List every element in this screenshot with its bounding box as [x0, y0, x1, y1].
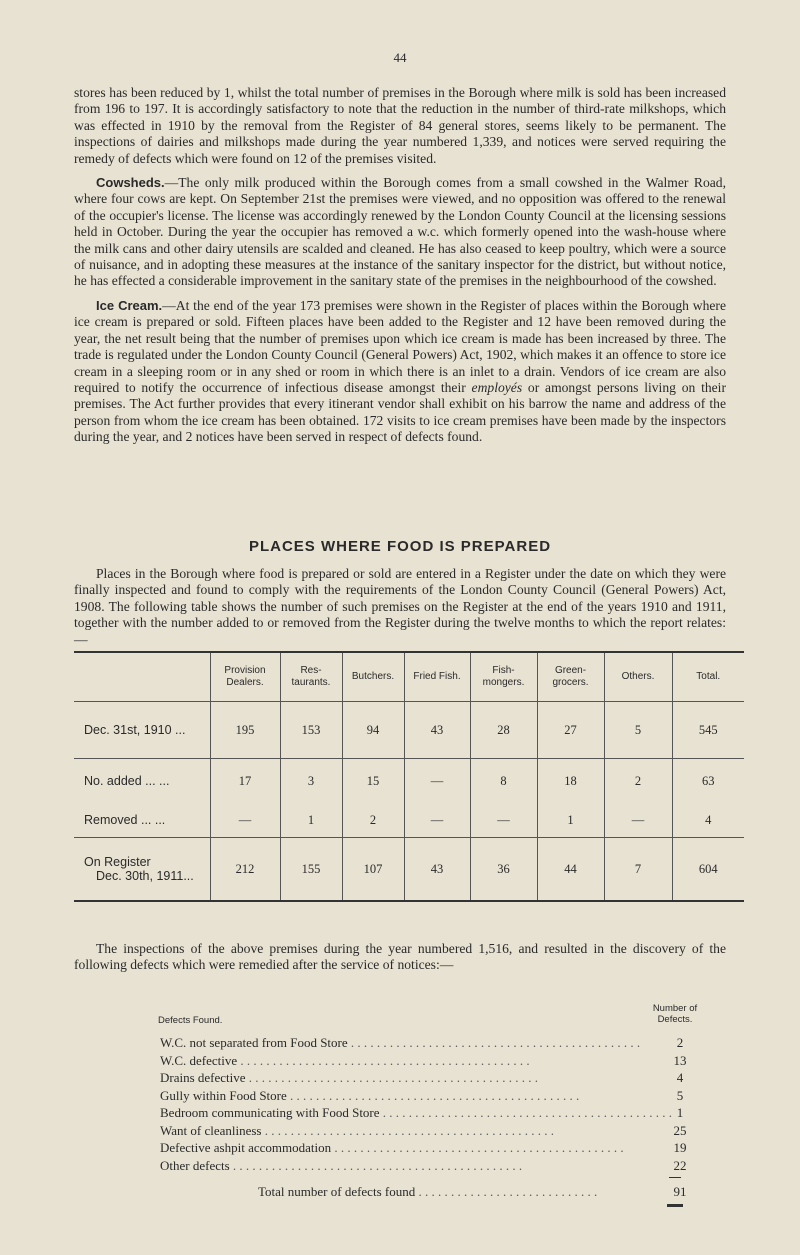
table-cell: 43 [404, 838, 470, 902]
defects-col-right: Number of Defects. [652, 1003, 698, 1025]
intro-paragraph: stores has been reduced by 1, whilst the total number of premises in the Borough where milk is sold has been increased from 196 to 197. It is accordingly satisfactory to note that the reduction in the number of third-rate milkshops, which was effected in 1910 by the removal from the Register of 84 general stores, seems likely to be permanent. The inspections of dairies and milkshops made during the year numbered 1,339, and notices were served requiring the remedy of defects which were found on 12 of the premises visited. [74, 85, 726, 166]
list-item: Want of cleanliness . . . . . . . . . . . . . . . . . . . . . . . . . . . . . . . . . . . . . . . . . . . . . 25 [160, 1122, 700, 1140]
table-cell: 195 [210, 702, 280, 759]
table-cell: — [404, 759, 470, 804]
table-cell: 1 [280, 803, 342, 838]
row-label [74, 838, 210, 902]
defect-value: 5 [676, 1087, 684, 1103]
cowsheds-text: —The only milk produced within the Borough comes from a small cowshed in the Walmer Road, where four cows are kept. On September 21st the premises were viewed, and no opposition was offered to the renewal of the occupier's license. The license was accordingly renewed by the London County Council at the licensing sessions held in October. During the year the occupier has removed a w.c. which formerly opened into the wash-house where the milk cans and other dairy utensils are scalded and cleaned. He has also ceased to keep poultry, which were a source of nuisance, and in adopting these measures at the instance of the sanitary inspector for the district, but without notice, he has effected a considerable improvement in the sanitary state of the premises in the neighbourhood of the cowshed. [74, 175, 726, 289]
total-label: Total number of defects found [258, 1184, 416, 1199]
ice-cream-heading: Ice Cream. [96, 297, 163, 313]
table-cell: 3 [280, 759, 342, 804]
table-cell: — [604, 803, 672, 838]
table-cell: — [470, 803, 537, 838]
defect-value: 1 [676, 1105, 684, 1120]
table-cell: 17 [210, 759, 280, 804]
table-header: Fried Fish. [404, 652, 470, 702]
defect-label: Defective ashpit accommodation [160, 1140, 332, 1155]
register-table [74, 651, 744, 902]
table-header: Green- grocers. [537, 652, 604, 702]
places-text [74, 566, 726, 656]
ice-cream-paragraph [74, 298, 726, 446]
page-number: 44 [393, 50, 407, 65]
table-cell: 15 [342, 759, 404, 804]
total-value: 91 [673, 1184, 687, 1199]
table-header: Fish- mongers. [470, 652, 537, 702]
table-header: Provision Dealers. [210, 652, 280, 702]
table-cell: — [404, 803, 470, 838]
defect-label: Want of cleanliness [160, 1122, 262, 1138]
table-cell: — [210, 803, 280, 838]
table-cell: 94 [342, 702, 404, 759]
row-label: Removed ... ... [74, 803, 210, 838]
inspections-paragraph: The inspections of the above premises during the year numbered 1,516, and resulted in the discovery of the following defects which were remedied after the service of notices:— [74, 941, 726, 973]
table-cell: 28 [470, 702, 537, 759]
table-cell: 1 [537, 803, 604, 838]
table-header: Res- taurants. [280, 652, 342, 702]
table-cell: 545 [672, 702, 744, 759]
row-label: Dec. 31st, 1910 ... [74, 702, 210, 759]
inspections-text [74, 941, 726, 982]
body-text [74, 85, 726, 454]
table-cell: 107 [342, 838, 404, 902]
table-cell: 2 [604, 759, 672, 804]
defect-label: Drains defective [160, 1070, 246, 1085]
row-label: No. added ... ... [84, 774, 170, 788]
defect-value: 22 [673, 1157, 687, 1173]
table-cell: 155 [280, 838, 342, 902]
table-cell: 212 [210, 838, 280, 902]
sum-rule [669, 1177, 681, 1178]
table-cell: 5 [604, 702, 672, 759]
ice-cream-emphasis: employés [471, 379, 523, 395]
row-label-line1: On Register [84, 855, 151, 869]
table-cell: 8 [470, 759, 537, 804]
list-item: W.C. defective . . . . . . . . . . . . . . . . . . . . . . . . . . . . . . . . . . . . . . . . . . . . . 13 [160, 1052, 700, 1070]
table-cell: 18 [537, 759, 604, 804]
table-cell: 27 [537, 702, 604, 759]
ice-cream-text-b: or amongst persons living on their premises. The Act further provides that every itinerant vendor shall exhibit on his barrow the name and address of the person from whom the ice cream has been obtained. 172 visits to ice cream premises have been made by the inspectors during the year, and 2 notices have been served in respect of defects found. [74, 379, 726, 445]
table-cell: 7 [604, 838, 672, 902]
defect-label: Other defects [160, 1157, 230, 1173]
table-header-blank [74, 652, 210, 702]
defect-label: W.C. not separated from Food Store [160, 1035, 348, 1050]
cowsheds-paragraph [74, 175, 726, 290]
table-cell: 63 [672, 759, 744, 804]
defect-value: 25 [673, 1122, 687, 1138]
table-row [74, 702, 744, 759]
places-paragraph: Places in the Borough where food is prepared or sold are entered in a Register under the date on which they were finally inspected and found to comply with the requirements of the London County Council (General Powers) Act, 1908. The following table shows the number of such premises on the Register at the end of the years 1910 and 1911, together with the number added to or removed from the Register during the twelve months to which the report relates:— [74, 566, 726, 647]
table-header: Butchers. [342, 652, 404, 702]
list-item: Bedroom communicating with Food Store . . . . . . . . . . . . . . . . . . . . . . . . . . . . . . . . . . . . . . . . . . . . . 1 [160, 1104, 700, 1122]
list-item: Other defects . . . . . . . . . . . . . . . . . . . . . . . . . . . . . . . . . . . . . . . . . . . . . 22 [160, 1157, 700, 1175]
defect-value: 13 [673, 1052, 687, 1068]
table-cell: 43 [404, 702, 470, 759]
list-item: Defective ashpit accommodation . . . . . . . . . . . . . . . . . . . . . . . . . . . . . . . . . . . . . . . . . . . . . 19 [160, 1139, 700, 1157]
section-heading: PLACES WHERE FOOD IS PREPARED [248, 538, 552, 555]
table-header-row [74, 652, 744, 702]
defect-label: Gully within Food Store [160, 1087, 287, 1103]
defects-col-left: Defects Found. [158, 1015, 223, 1026]
list-item: Drains defective . . . . . . . . . . . . . . . . . . . . . . . . . . . . . . . . . . . . . . . . . . . . . 4 [160, 1069, 700, 1087]
table-row [74, 838, 744, 902]
list-item: Gully within Food Store . . . . . . . . . . . . . . . . . . . . . . . . . . . . . . . . . . . . . . . . . . . . . 5 [160, 1087, 700, 1105]
table-header: Total. [672, 652, 744, 702]
defect-label: W.C. defective [160, 1052, 238, 1068]
ice-cream-text-a: —At the end of the year 173 premises were shown in the Register of places within the Borough where ice cream is prepared or sold. Fifteen places have been added to the Register and 12 have been removed during the year, the net result being that the number of premises upon which ice cream is made has been increased by three. The trade is regulated under the London County Council (General Powers) Act, 1902, which makes it an offence to store ice cream in a sleeping room or in any shed or room in which there is an inlet to a drain. Vendors of ice cream are also required to notify the occurrence of infectious disease amongst their [74, 297, 726, 395]
table-cell: 153 [280, 702, 342, 759]
defect-label: Bedroom communicating with Food Store [160, 1105, 380, 1120]
total-double-rule [667, 1204, 683, 1207]
table-cell: 604 [672, 838, 744, 902]
table-header: Others. [604, 652, 672, 702]
row-label-line2: Dec. 30th, 1911... [96, 869, 194, 883]
table-row [74, 759, 744, 804]
list-item: W.C. not separated from Food Store . . . . . . . . . . . . . . . . . . . . . . . . . . . . . . . . . . . . . . . . . . . . . 2 [160, 1034, 700, 1052]
defect-value: 2 [676, 1035, 684, 1050]
cowsheds-heading: Cowsheds. [96, 175, 165, 191]
table-cell: 2 [342, 803, 404, 838]
defects-list [160, 1034, 700, 1174]
defect-value: 19 [673, 1140, 687, 1155]
table-cell: 4 [672, 803, 744, 838]
document-page: 44 stores has been reduced by 1, whilst the total number of premises in the Borough where milk is sold has been increased from 196 to 197. It is accordingly satisfactory to note that the reduction in the number of third-rate milkshops, which was effected in 1910 by the removal from the Register of 84 general stores, seems likely to be permanent. The inspections of dairies and milkshops made during the year numbered 1,339, and notices were served requiring the remedy of defects which were found on 12 of the premises visited. Cowsheds.—The only milk produced within the Borough comes from a small cowshed in the Walmer Road, where four cows are kept. On September 21st the premises were viewed, and no opposition was offered to the renewal of the occupier's license. The license was accordingly renewed by the London County Council at the licensing sessions held in October. During the year the occupier has removed a w.c. which formerly opened into the wash-house where the milk cans and other dairy utensils are scalded and cleaned. He has also ceased to keep poultry, which were a source of nuisance, and in adopting these measures at the instance of the sanitary inspector for the district, but without notice, he has effected a considerable improvement in the sanitary state of the premises in the neighbourhood of the cowshed. Ice Cream.—At the end of the year 173 premises were shown in the Register of places within the Borough where ice cream is prepared or sold. Fifteen places have been added to the Register and 12 have been removed during the year, the net result being that the number of premises upon which ice cream is made has been increased by three. The trade is regulated under the London County Council (General Powers) Act, 1902, which makes it an offence to store ice cream in a sleeping room or in any shed or room in which there is an inlet to a drain. Vendors of ice cream are also required to notify the occurrence of infectious disease amongst their employés or amongst persons living on their premises. The Act further provides that every itinerant vendor shall exhibit on his barrow the name and address of the person from whom the ice cream has been obtained. 172 visits to ice cream premises have been made by the inspectors during the year, and 2 notices have been served in respect of defects found. PLACES WHERE FOOD IS PREPARED Places in the Borough where food is prepared or sold are entered in a Register under the date on which they were finally inspected and found to comply with the requirements of the London County Council (General Powers) Act, 1908. The following table shows the number of such premises on the Register at the end of the years 1910 and 1911, together with the number added to or removed from the Register during the twelve months to which the report relates:— Provision Dealers. Res- taurants. Butchers. Fried Fish. Fish- mongers. Green- grocers. Others. Total. Dec. 31st, 1910 ... 195 153 94 43 28 27 5 545 No. added ... ... 17 3 15 — 8 18 2 63 Removed ... ... — 1 2 — — 1 — 4 On Register Dec. 30th, 1911... 212 155 107 43 36 44 7 604 The inspections of the above premises during the year numbered 1,516, and resulted in the discovery of the following defects which were remedied after the service of notices:— Defects Found. Number of Defects. W.C. not separated from Food Store . . . . . . . . . . . . . . . . . . . . . . . . . . . . . . . . . . . . . . . . . . . . . 2 W.C. defective . . . . . . . . . . . . . . . . . . . . . . . . . . . . . . . . . . . . . . . . . . . . . 13 Drains defective . . . . . . . . . . . . . . . . . . . . . . . . . . . . . . . . . . . . . . . . . . . . . 4 Gully within Food Store . . . . . . . . . . . . . . . . . . . . . . . . . . . . . . . . . . . . . . . . . . . . . 5 Bedroom communicating with Food Store . . . . . . . . . . . . . . . . . . . . . . . . . . . . . . . . . . . . . . . . . . . . . 1 Want of cleanliness . . . . . . . . . . . . . . . . . . . . . . . . . . . . . . . . . . . . . . . . . . . . . 25 Defective ashpit accommodation . . . . . . . . . . . . . . . . . . . . . . . . . . . . . . . . . . . . . . . . . . . . . 19 Other defects . . . . . . . . . . . . . . . . . . . . . . . . . . . . . . . . . . . . . . . . . . . . . 22 Total number of defects found . . . . . . . . . . . . . . . . . . . . . . . . . . . . 91 [0, 0, 800, 1255]
defect-value: 4 [676, 1070, 684, 1085]
table-cell: 44 [537, 838, 604, 902]
table-cell: 36 [470, 838, 537, 902]
table-row [74, 803, 744, 838]
